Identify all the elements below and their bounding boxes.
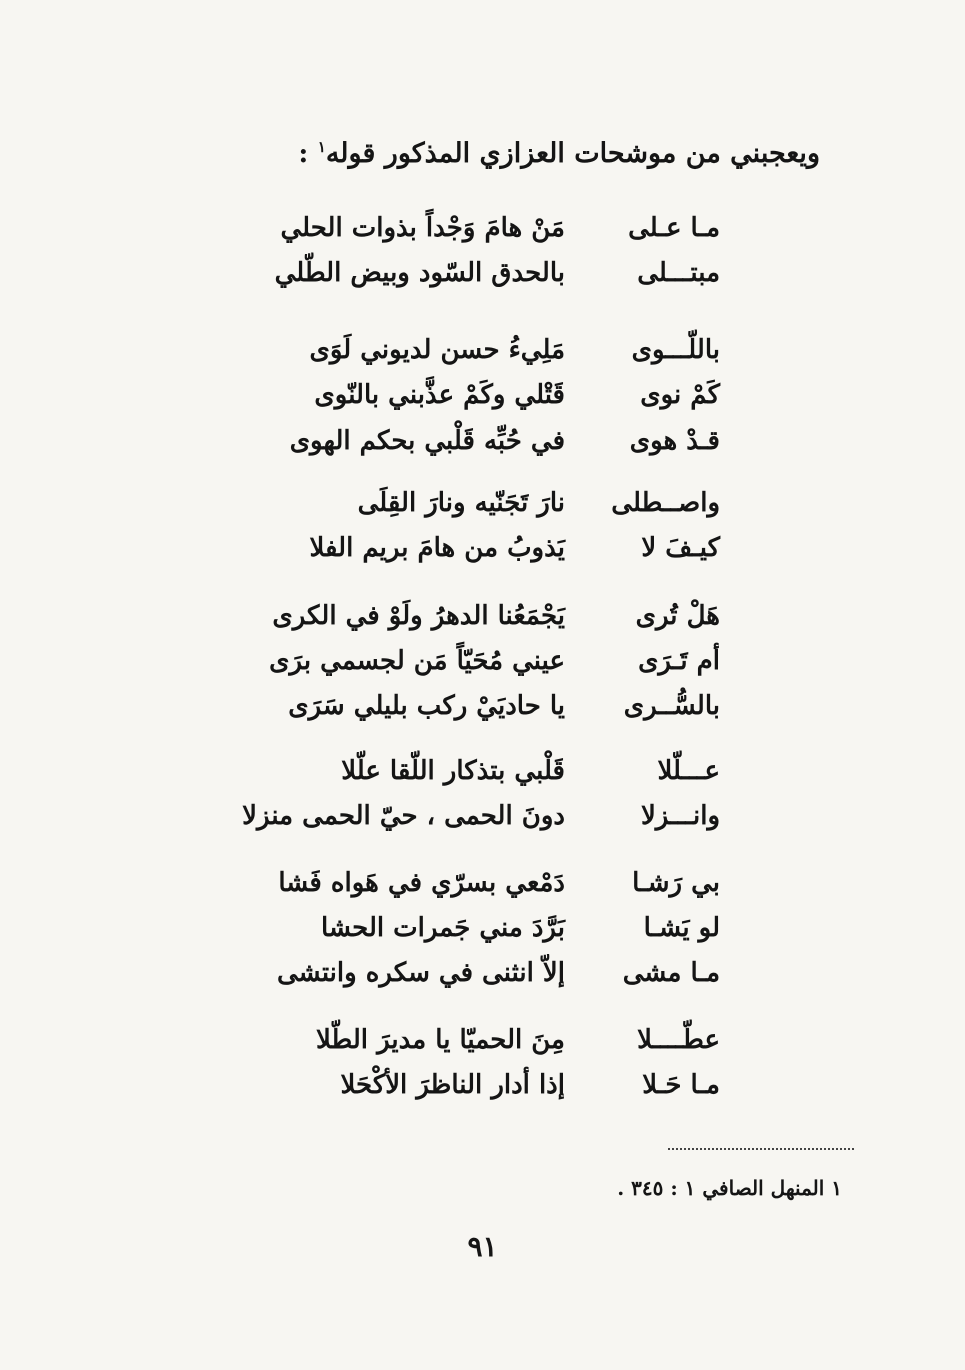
verse-line: [0, 418, 965, 464]
verse-line: [0, 327, 965, 373]
page-number: ٩١: [467, 1230, 498, 1263]
verse-second-hemistich: يا حاديَيْ ركب بليلي سَرَى: [288, 691, 565, 721]
verse-line: [0, 250, 965, 296]
verse-line: [0, 205, 965, 251]
verse-line: [0, 748, 965, 794]
verse-second-hemistich: إذا أدار الناظرَ الأكْحَلا: [340, 1070, 565, 1100]
verse-first-hemistich: واصــطلى: [611, 488, 720, 518]
verse-first-hemistich: وانـــزلا: [640, 801, 720, 831]
verse-line: [0, 1062, 965, 1108]
verse-first-hemistich: مـا عـلى: [628, 213, 720, 243]
verse-first-hemistich: عطّــــلا: [637, 1025, 720, 1055]
verse-second-hemistich: نارَ تَجَنّيه ونارَ القِلَى: [357, 488, 565, 518]
verse-second-hemistich: بالحدق السّود وبيض الطّلي: [274, 258, 565, 288]
footnote-marker: ١: [317, 138, 326, 156]
verse-second-hemistich: قَتْلي وكَمْ عذَّبني بالنّوى: [314, 380, 565, 410]
verse-second-hemistich: دَمْعي بسرّي في هَواه فَشا: [278, 868, 565, 898]
verse-second-hemistich: مِنَ الحميّا يا مديرَ الطّلا: [316, 1025, 565, 1055]
verse-second-hemistich: بَرَّدَ مني جَمرات الحشا: [321, 913, 565, 943]
verse-first-hemistich: بالسُّــرى: [623, 691, 720, 721]
verse-second-hemistich: يَجْمَعُنا الدهرُ ولَوْ في الكرى: [272, 601, 565, 631]
verse-line: [0, 950, 965, 996]
verse-first-hemistich: كَمْ نوى: [640, 380, 720, 410]
verse-second-hemistich: إلاّ انثنى في سكره وانتشى: [276, 958, 565, 988]
verse-second-hemistich: في حُبِّه قَلْبي بحكم الهوى: [289, 426, 565, 456]
verse-line: [0, 905, 965, 951]
footnote-divider: [668, 1148, 854, 1150]
verse-first-hemistich: لو يَشـا: [643, 913, 720, 943]
verse-line: [0, 525, 965, 571]
verse-second-hemistich: يَذوبُ من هامَ بريم الفلا: [309, 533, 565, 563]
verse-line: [0, 793, 965, 839]
verse-line: [0, 638, 965, 684]
verse-first-hemistich: كيـفَ لا: [641, 533, 720, 563]
verse-first-hemistich: أم تَـرَى: [638, 646, 720, 676]
footnote: ١ المنهل الصافي ١ : ٣٤٥ .: [617, 1176, 842, 1200]
verse-second-hemistich: مَنْ هامَ وَجْداً بذوات الحلي: [280, 213, 565, 243]
intro-line: [298, 138, 820, 169]
intro-text: ويعجبني من موشحات العزازي المذكور قوله: [325, 138, 820, 169]
verse-first-hemistich: بي رَشـا: [632, 868, 720, 898]
verse-line: [0, 593, 965, 639]
verse-first-hemistich: مـا مشى: [622, 958, 720, 988]
verse-line: [0, 372, 965, 418]
verse-line: [0, 480, 965, 526]
verse-line: [0, 860, 965, 906]
verse-second-hemistich: مَلِيءُ حسن لديوني لَوَى: [309, 335, 565, 365]
verse-line: [0, 683, 965, 729]
verse-first-hemistich: عـــلّلا: [657, 756, 720, 786]
verse-first-hemistich: هَلْ تُرى: [635, 601, 720, 631]
verse-first-hemistich: مـا حَـلا: [642, 1070, 720, 1100]
verse-second-hemistich: دونَ الحمى ، حيّ الحمى منزلا: [242, 801, 565, 831]
intro-colon: :: [298, 138, 318, 169]
verse-first-hemistich: باللّـــوى: [631, 335, 720, 365]
verse-first-hemistich: قـدْ هوى: [629, 426, 720, 456]
verse-line: [0, 1017, 965, 1063]
verse-second-hemistich: قَلْبي بتذكار اللّقا علّلا: [341, 756, 565, 786]
verse-first-hemistich: مبتـــلى: [637, 258, 720, 288]
verse-second-hemistich: عيني مُحَيّاً مَن لجسمي برَى: [269, 646, 565, 676]
